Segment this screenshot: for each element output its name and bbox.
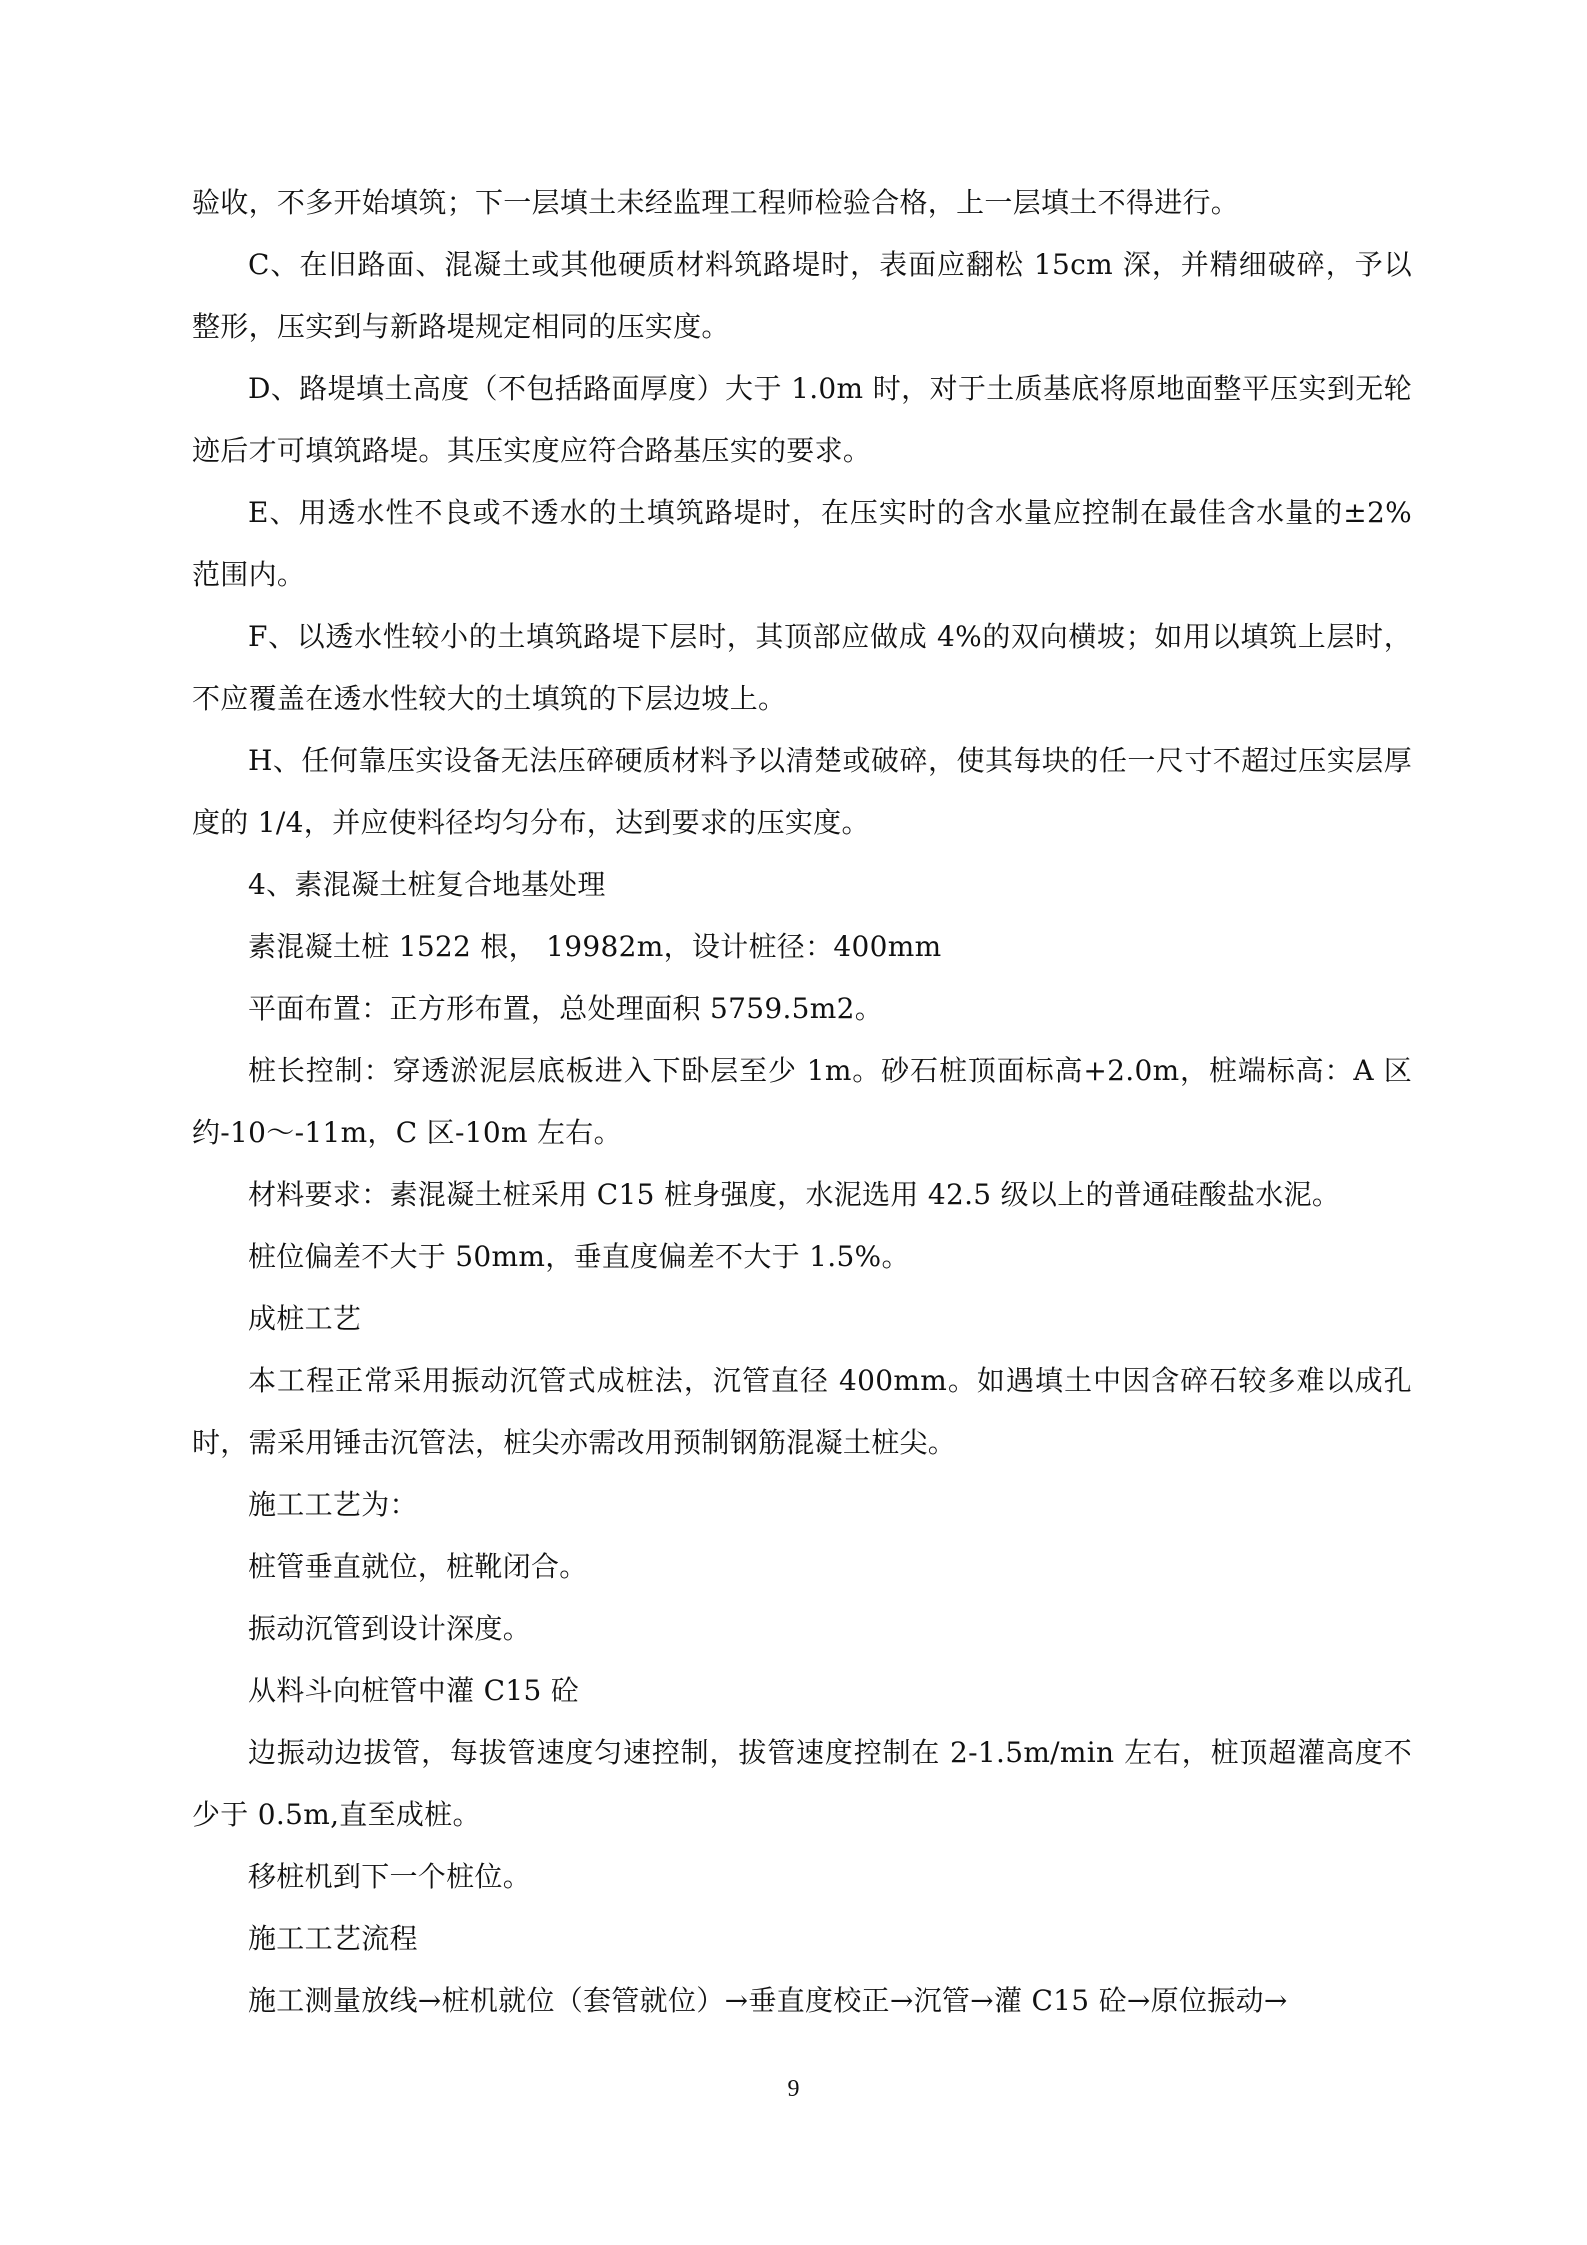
paragraph: E、用透水性不良或不透水的土填筑路堤时，在压实时的含水量应控制在最佳含水量的±2%范围内。: [192, 496, 1412, 591]
paragraph: 桩管垂直就位，桩靴闭合。: [248, 1550, 588, 1583]
paragraph: 振动沉管到设计深度。: [248, 1612, 532, 1645]
paragraph: 平面布置：正方形布置，总处理面积 5759.5m2。: [248, 992, 884, 1025]
subheading: 施工工艺流程: [248, 1922, 418, 1955]
paragraph: C、在旧路面、混凝土或其他硬质材料筑路堤时，表面应翻松 15cm 深，并精细破碎，予以整形，压实到与新路堤规定相同的压实度。: [192, 248, 1412, 343]
paragraph: D、路堤填土高度（不包括路面厚度）大于 1.0m 时，对于土质基底将原地面整平压实到无轮迹后才可填筑路堤。其压实度应符合路基压实的要求。: [192, 372, 1412, 467]
paragraph: H、任何靠压实设备无法压碎硬质材料予以清楚或破碎，使其每块的任一尺寸不超过压实层厚度的 1/4，并应使料径均匀分布，达到要求的压实度。: [192, 744, 1412, 839]
paragraph: 桩长控制：穿透淤泥层底板进入下卧层至少 1m。砂石桩顶面标高+2.0m，桩端标高：A 区约-10～-11m，C 区-10m 左右。: [192, 1054, 1412, 1149]
paragraph: 素混凝土桩 1522 根， 19982m，设计桩径：400mm: [248, 930, 942, 963]
paragraph: 本工程正常采用振动沉管式成桩法，沉管直径 400mm。如遇填土中因含碎石较多难以成孔时，需采用锤击沉管法，桩尖亦需改用预制钢筋混凝土桩尖。: [192, 1364, 1412, 1459]
paragraph: 材料要求：素混凝土桩采用 C15 桩身强度，水泥选用 42.5 级以上的普通硅酸盐水泥。: [248, 1178, 1341, 1211]
paragraph: 边振动边拔管，每拔管速度匀速控制，拔管速度控制在 2-1.5m/min 左右，桩顶超灌高度不少于 0.5m,直至成桩。: [192, 1736, 1412, 1831]
subheading: 施工工艺为：: [248, 1488, 418, 1521]
paragraph: 桩位偏差不大于 50mm，垂直度偏差不大于 1.5%。: [248, 1240, 910, 1273]
paragraph: 施工测量放线→桩机就位（套管就位）→垂直度校正→沉管→灌 C15 砼→原位振动→: [248, 1984, 1288, 2017]
paragraph: 从料斗向桩管中灌 C15 砼: [248, 1674, 580, 1707]
body-text: [192, 172, 1412, 2032]
page-number: 9: [787, 2076, 800, 2102]
paragraph: 验收，不多开始填筑；下一层填土未经监理工程师检验合格，上一层填土不得进行。: [192, 186, 1240, 219]
paragraph: F、以透水性较小的土填筑路堤下层时，其顶部应做成 4%的双向横坡；如用以填筑上层时，不应覆盖在透水性较大的土填筑的下层边坡上。: [192, 620, 1412, 715]
section-heading: 4、素混凝土桩复合地基处理: [248, 868, 606, 901]
paragraph: 移桩机到下一个桩位。: [248, 1860, 532, 1893]
subheading: 成桩工艺: [248, 1302, 362, 1335]
